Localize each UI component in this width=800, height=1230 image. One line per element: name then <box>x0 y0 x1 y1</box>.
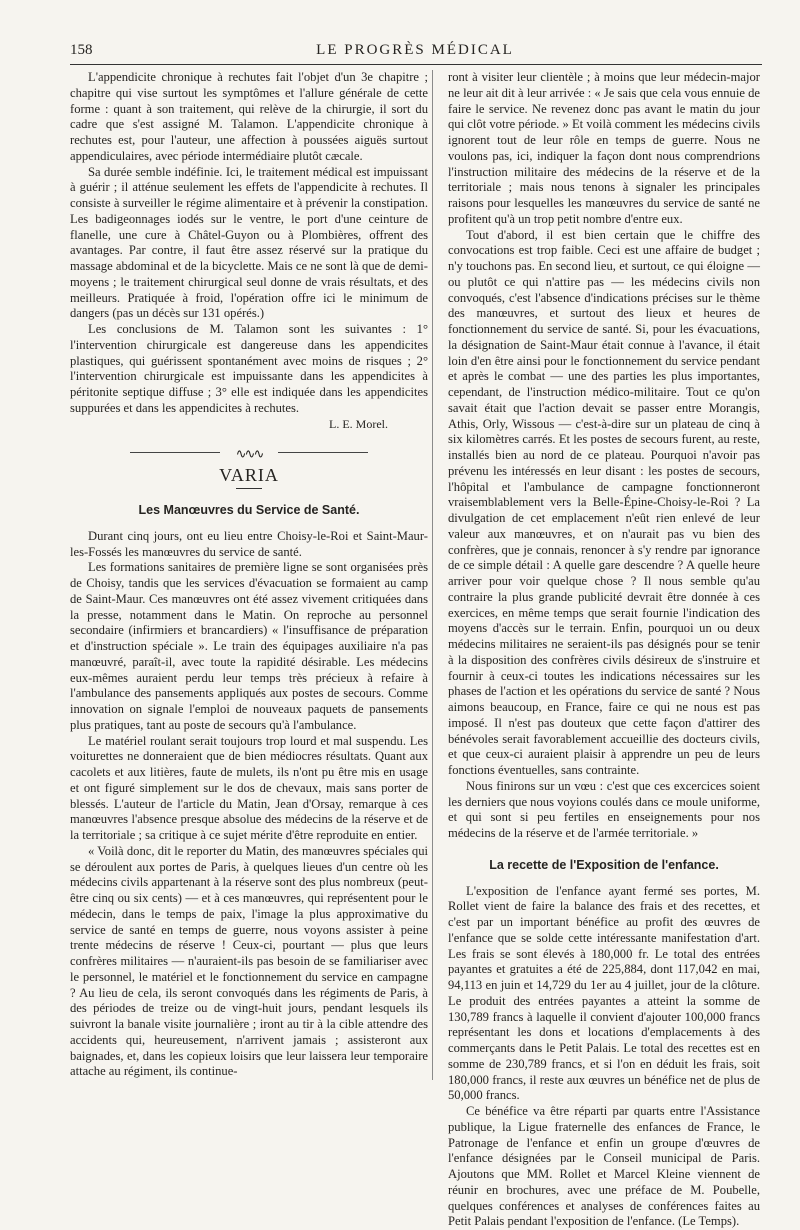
paragraph: Le matériel roulant serait toujours trop lourd et mal suspendu. Les voiturettes ne donneraient que de bien médiocres résultats. Quant aux cacolets et aux litières, faute de mulets, ils n'ont pu être mis en usage et ont figuré simplement sur le dos de chevaux, mais sans porter de blessés. L'auteur de l'article du Matin, Jean d'Orsay, remarque à ces manœuvres l'absence presque absolue des médecins de la réserve et de la territoriale ; sa critique à ce sujet mérite d'être reproduite en entier. <box>70 733 428 842</box>
page-number: 158 <box>70 42 93 58</box>
paragraph: Sa durée semble indéfinie. Ici, le traitement médical est impuissant à guérir ; il atténue seulement les effets de l'appendicite à rechutes. Il consiste à surveiller le régime alimentaire et à prévenir la constipation. Les badigeonnages iodés sur le ventre, le port d'une ceinture de flanelle, une cure à Châtel-Guyon ou à Plombières, offrent des avantages. Par contre, il faut être assez réservé sur la pratique du massage abdominal et de la bicyclette. Mais ce ne sont là que de demi-moyens ; le traitement chirurgical seul donne de vrais résultats, et des meilleurs. Pratiquée à froid, l'opération offre ici le minimum de dangers (pas un décès sur 131 opérés.) <box>70 164 428 321</box>
paragraph: L'appendicite chronique à rechutes fait l'objet d'un 3e chapitre ; chapitre qui vise surtout les symptômes et l'allure générale de cette forme : quant à son traitement, qui relève de la chirurgie, il sort du cadre que s'est assigné M. Talamon. L'appendicite chronique à rechutes est, pour l'auteur, une affection à poussées aiguës surtout appendiculaires, avec période intermédiaire plutôt cæcale. <box>70 70 428 163</box>
paragraph: Nous finirons sur un vœu : c'est que ces excercices soient les derniers que nous voyions coulés dans ce moule uniforme, et qui sont si peu fertiles en enseignements pour nos médecins de la réserve et de l'armée territoriale. » <box>448 778 760 840</box>
section-title: VARIA <box>219 465 279 486</box>
paragraph: Les conclusions de M. Talamon sont les suivantes : 1° l'intervention chirurgicale est dangereuse dans les appendicites plastiques, qui guérissent spontanément avec moins de risques ; 2° l'intervention chirurgicale est impuissante dans les appendicites à péritonite septique diffuse ; 3° elle est indiquée dans les appendicites suppurées et dans les appendicites à rechutes. <box>70 322 428 415</box>
column-divider <box>432 70 433 1080</box>
paragraph: ront à visiter leur clientèle ; à moins que leur médecin-major ne leur ait dit à leur arrivée : « Je sais que cela vous ennuie de faire le service. Ne revenez donc pas avant le matin du jour qui clôt votre période. » Et voilà comment les médecins civils ignorent tout de leur rôle en temps de guerre. Nous ne voulons pas, ici, indiquer la façon dont nous comprendrions l'instruction militaire des médecins de la réserve et de la territoriale ; mais nous tenons à signaler les principales raisons pour lesquelles les manœuvres du service de santé ne profitent qu'à un trop petit nombre d'entre eux. <box>448 70 760 226</box>
paragraph: Tout d'abord, il est bien certain que le chiffre des convocations est trop faible. Ceci est une affaire de budget ; n'y touchons pas. En second lieu, et surtout, ce qui éloigne — ou plutôt ce qui n'attire pas — les médecins civils non convoqués, c'est l'absence d'indications précises sur le thème des manœuvres, et surtout des lieux et heures de fonctionnement du service de santé. Si, pour les évacuations, la désignation de Saint-Maur était connue à l'avance, il était loin d'en être ainsi pour le fonctionnement du service pendant et après le combat — une des parties les plus importantes, cependant, de l'instruction médico-militaire. Tout ce qu'on savait était que l'action devait se passer entre Morangis, Athis, Orly, Wissous — c'est-à-dire sur un plateau de cinq à six kilomètres carrés. Et les postes de secours furent, au reste, installés bien au nord de ce plateau. Pourquoi n'avoir pas prévenu les intéressés en leur disant : les postes de secours, l'hôpital et l'ambulance de campagne fonctionneront vraisemblablement vers la Belle-Épine-Choisy-le-Roi ? La divulgation de cet emplacement n'eût rien enlevé de leur valeur aux manœuvres, et on n'aurait pas vu bien des confrères, que je connais, renoncer à s'y rendre par ignorance de ce simple détail : A quelle gare descendre ? A quelle heure arriver pour voir quelque chose ? Il nous semble qu'au contraire la plus grande publicité devrait être donnée à ces exercices, en même temps que serait fournie l'indication des moyens d'accès sur le terrain. Enfin, pourquoi un ou deux médecins militaires ne seraient-ils pas désignés pour se tenir à la disposition des confrères civils désireux de s'instruire et fournir à ceux-ci toutes les indications nécessaires sur les phases de l'action et les opérations du service de santé ? Nous aimons beaucoup, en France, faire ce qui ne nous est pas imposé. Il n'est pas douteux que cette façon d'attirer des bénévoles serait favorablement accueillie des docteurs civils, et que ceux-ci auraient plaisir à apprendre un peu de leurs fonctions éventuelles, sans contrainte. <box>448 227 760 777</box>
ornament-line <box>130 452 220 453</box>
ornament-line <box>278 452 368 453</box>
spacer <box>448 842 760 852</box>
article-title: La recette de l'Exposition de l'enfance. <box>489 857 719 872</box>
right-column <box>448 70 760 1230</box>
section-ornament <box>70 446 428 462</box>
page-header <box>70 42 760 62</box>
ornament-swirl: ∿∿∿ <box>235 446 263 462</box>
paragraph: L'exposition de l'enfance ayant fermé ses portes, M. Rollet vient de faire la balance des frais et des recettes, et c'est par un important bénéfice au profit des œuvres de l'enfance que se solde cette intéressante manifestation d'art. Les frais se sont élevés à 180,000 fr. Le total des entrées payantes et gratuites a été de 225,884, dont 117,042 en mai, 94,113 en juin et 14,729 du 1er au 4 juillet, jour de la clôture. Le produit des entrées payantes a atteint la somme de 130,789 francs à laquelle il convient d'ajouter 100,000 francs représentant les dons et locations d'emplacements à des commerçants dans le Petit Palais. Le total des recettes est en somme de 230,789 francs, et si l'on en déduit les frais, soit 180,000 francs, il reste aux œuvres un bénéfice net de plus de 50,000 francs. <box>448 883 760 1103</box>
left-column <box>70 70 428 1080</box>
journal-title: LE PROGRÈS MÉDICAL <box>316 42 514 58</box>
author-signature: L. E. Morel. <box>329 416 388 431</box>
header-rule <box>70 64 762 65</box>
paragraph: Ce bénéfice va être réparti par quarts entre l'Assistance publique, la Ligue fraternelle des enfances de France, le Patronage de l'enfance et enfin un groupe d'œuvres de l'enfance désignées par le Conseil municipal de Paris. Ajoutons que MM. Rollet et Marcel Kleine viennent de réunir en brochures, avec une préface de M. Poubelle, quelques conférences et analyses de conférences faites au Petit Palais pendant l'exposition de l'enfance. (Le Temps). <box>448 1104 760 1229</box>
article-title: Les Manœuvres du Service de Santé. <box>138 503 360 517</box>
paragraph: « Voilà donc, dit le reporter du Matin, des manœuvres spéciales qui se déroulent aux portes de Paris, à quelques lieues d'un centre où les médecins civils appartenant à la réserve sont des plus nombreux (peut-être cinq ou six cents) — et à ces manœuvres, qui représentent pour le médecin, dans le temps de paix, l'image la plus approximative du service de santé en temps de guerre, nous voyons assister à peine trente médecins de réserve ! Ceux-ci, pourtant — plus que leurs confrères militaires — n'auraient-ils pas besoin de se familiariser avec le personnel, le matériel et le fonctionnement du service en campagne ? Au lieu de cela, ils seront convoqués dans les régiments de Paris, à des périodes de treize ou de vingt-huit jours, pendant lesquels ils suivront la banale visite journalière ; iront au tir à la cible attendre des accidents qui, heureusement, n'arrivent jamais ; assisteront aux baignades, et, dans les copieux loisirs que leur laissera leur temporaire attache au régiment, ils continue- <box>70 843 428 1079</box>
paragraph: Les formations sanitaires de première ligne se sont organisées près de Choisy, tandis que les services d'évacuation se formaient au camp de Saint-Maur. Ces manœuvres ont été assez vivement critiquées dans la presse, notamment dans le Matin. On reproche au personnel secondaire (infirmiers et brancardiers) « l'insuffisance de préparation et d'instruction spéciale ». Le train des équipages auxiliaire n'a pas manœuvré, paraît-il, avec toute la rapidité désirable. Les médecins eux-mêmes auraient perdu leur temps très précieux à refaire à l'ambulance des pansements appliqués aux postes de secours. Comme innovation on signale l'emploi de nouveaux paquets de pansements plus pratiques, tant au poste de secours qu'à l'ambulance. <box>70 560 428 732</box>
paragraph: Durant cinq jours, ont eu lieu entre Choisy-le-Roi et Saint-Maur-les-Fossés les manœuvres du service de santé. <box>70 528 428 559</box>
section-rule <box>236 488 262 489</box>
